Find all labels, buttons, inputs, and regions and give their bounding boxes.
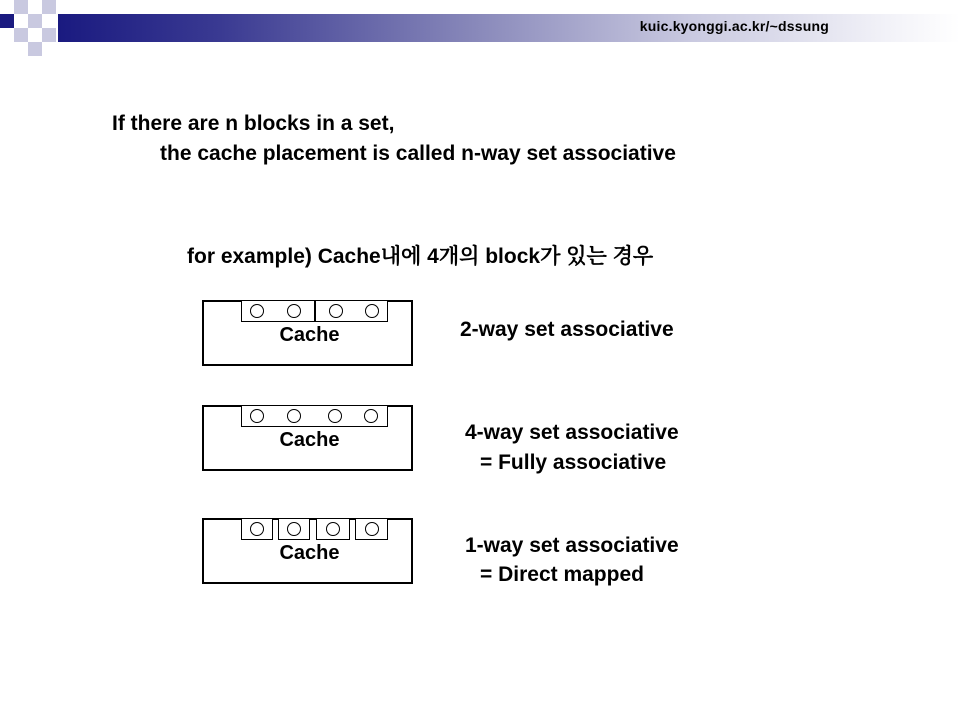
set-group: [241, 405, 388, 427]
block-circle: [287, 304, 301, 318]
block-circle: [365, 304, 379, 318]
set-group: [316, 518, 350, 540]
cache-diagram-4way: [202, 405, 413, 471]
block-circle: [250, 409, 264, 423]
assoc-2way-label: 2-way set associative: [460, 318, 674, 341]
set-group: [355, 518, 388, 540]
direct-mapped-label: = Direct mapped: [480, 563, 644, 586]
block-circle: [326, 522, 340, 536]
block-circle: [364, 409, 378, 423]
cache-label: Cache: [279, 542, 340, 564]
set-group: [241, 518, 273, 540]
intro-line-1: If there are n blocks in a set,: [112, 112, 395, 135]
block-circle: [287, 409, 301, 423]
site-url: kuic.kyonggi.ac.kr/~dssung: [639, 18, 829, 34]
cache-label: Cache: [279, 324, 340, 346]
fully-assoc-label: = Fully associative: [480, 451, 667, 474]
block-circle: [328, 409, 342, 423]
set-group: [241, 300, 315, 322]
cache-diagram-1way: [202, 518, 413, 584]
block-circle: [365, 522, 379, 536]
set-group: [278, 518, 310, 540]
block-circle: [250, 304, 264, 318]
cache-label: Cache: [279, 429, 340, 451]
intro-line-2: the cache placement is called n-way set associative: [160, 142, 676, 165]
example-line: for example) Cache내에 4개의 block가 있는 경우: [187, 245, 654, 268]
block-circle: [287, 522, 301, 536]
block-circle: [250, 522, 264, 536]
assoc-4way-label: 4-way set associative: [465, 421, 679, 444]
assoc-1way-label: 1-way set associative: [465, 534, 679, 557]
block-circle: [329, 304, 343, 318]
cache-diagram-2way: [202, 300, 413, 366]
set-group: [315, 300, 388, 322]
